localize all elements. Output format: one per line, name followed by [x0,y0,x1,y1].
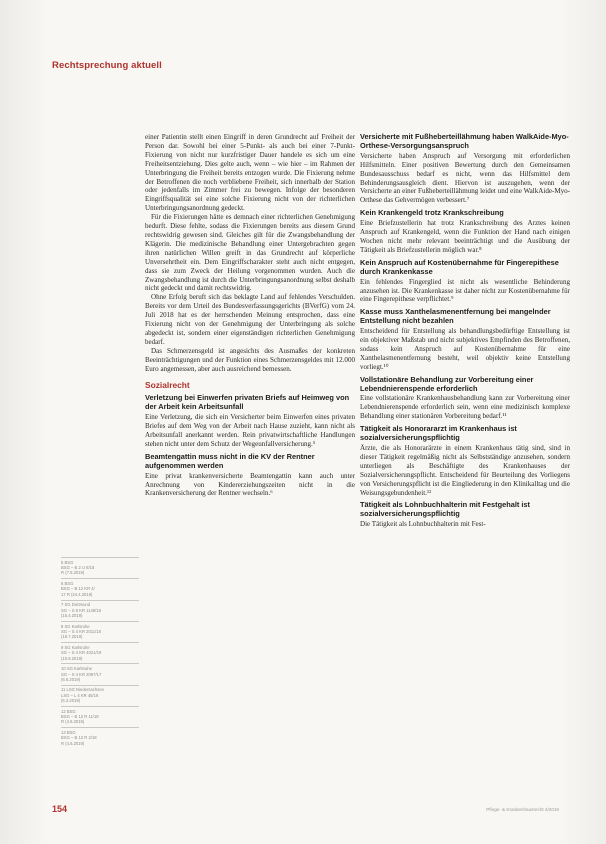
footnotes [61,557,139,749]
article-heading: Tätigkeit als Lohnbuchhalterin mit Festgehalt ist sozialversicherungspflichtig [360,500,531,519]
footnote: 13 BSG BSG – B 12 R 2/18 R (4.6.2019) [61,727,139,746]
article-text: Eine Verletzung, die sich ein Versicherter beim Einwerfen eines privaten Briefes auf dem Weg von der Arbeit nach Hause zuzieht, kann nicht als Arbeitsunfall anerkannt werden. Rein privatwirtschaftliche Handlungen stehen nicht unter dem Schutz der Wegeunfallversicherung.⁵ [145,413,355,448]
article-heading: Kein Krankengeld trotz Krankschreibung [360,208,504,218]
footnote: 12 BSG BSG – B 12 R 11/18 R (4.6.2019) [61,706,139,725]
article-text: Eine privat krankenversicherte Beamtengattin kann auch unter Anrechnung von Kindererziehungszeiten nicht in die Krankenversicherung der Rentner wechseln.⁶ [145,471,355,498]
article-text: Die Tätigkeit als Lohnbuchhalterin mit Fest- [360,520,486,529]
article-heading: Kasse muss Xanthelasmenentfernung bei mangelnder Entstellung nicht bezahlen [360,307,551,326]
page-number: 154 [52,804,68,814]
paragraph: Ohne Erfolg beruft sich das beklagte Land auf fehlendes Verschulden. Bereits vor dem Urteil des Bundesverfassungsgerichts (BVerfG) vom 24. Juli 2018 hat es der herrschenden Meinung entsprochen, dass eine Fixierung nicht von der Genehmigung der Unterbringung als solche abgedeckt ist, sondern einer eigenständigen richterlichen Genehmigung bedarf. [145,293,355,346]
footnote: 7 SG Dortmund SG – S 8 KR 1149/18 (15.4.2019) [61,600,139,619]
footnote: 8 SG Karlsruhe SG – S 4 KR 2011/18 (18.7.2019) [61,621,139,640]
footnote: 10 SG Karlsruhe SG – S 4 KR 2097/17 (6.6.2019) [61,663,139,682]
footnote: 11 LSG Niedersachsen LSG – L 4 KR 45/16 (5.3.2019) [61,685,139,704]
journal-source: Pflege- & Krankenhausrecht 4/2019 [486,807,559,812]
article-text: Eine vollstationäre Krankenhausbehandlung kann zur Vorbereitung einer Lebendnierenspende erforderlich sein, wenn eine medizinisch komplexe Behandlung einer stationären Vorbereitung bedarf.¹¹ [360,394,570,421]
left-column [145,133,355,498]
article-heading: Kein Anspruch auf Kostenübernahme für Fingerepithese durch Krankenkasse [360,257,559,276]
article-text: Ärzte, die als Honorarärzte in einem Krankenhaus tätig sind, sind in dieser Tätigkeit regelmäßig nicht als Selbstständige anzusehen, sondern unterliegen als Beschäftigte des Krankenhauses der Sozialversicherungspflicht. Entscheidend für Beurteilung des Vorliegens von Versicherungspflicht ist die Eingliederung in den Klinikalltag und die Weisungsgebundenheit.¹² [360,444,570,497]
paragraph: Für die Fixierungen hätte es demnach einer richterlichen Genehmigung bedurft. Diese fehlte, sodass die Fixierungen bereits aus diesem Grund rechtswidrig gewesen sind. Gleiches gilt für die Zwangsbehandlung der Klägerin. Die medizinische Behandlung einer Untergebrachten gegen ihren natürlichen Willen greift in das Grundrecht auf körperliche Unversehrtheit ein. Dem Eingriffscharakter steht auch nicht entgegen, dass sie zum Zweck der Heilung vorgenommen wurden. Auch die Zwangsbehandlung ist durch die Unterbringungsanordnung selbst deshalb nicht gedeckt und damit rechtswidrig. [145,213,355,293]
article-text: Versicherte haben Anspruch auf Versorgung mit erforderlichen Hilfsmitteln. Einer positiven Bewertung durch den Gemeinsamen Bundesausschuss bedarf es nicht, wenn das Hilfsmittel dem Behinderungsausgleich dient. Hiervon ist auszugehen, wenn der Versicherte an einer Fußheberteillähmung leidet und eine WalkAide-Myo-Orthese das Gehvermögen verbessert.⁷ [360,151,570,205]
article-text: Eine Briefzustellerin hat trotz Krankschreibung des Arztes keinen Anspruch auf Krankengeld, wenn die Funktion der Hand nach einigen Wochen nicht mehr relevant beeinträchtigt und die Ausübung der Tätigkeit als Briefzustellerin möglich war.⁸ [360,219,570,254]
article-heading: Tätigkeit als Honorararzt im Krankenhaus ist sozialversicherungspflichtig [360,424,517,443]
article-text: Entscheidend für Entstellung als behandlungsbedürftige Entstellung ist ein objektiver Maßstab und nicht subjektives Empfinden des Betroffenen, sodass kein Anspruch auf Kostenübernahme für eine Xanthelasmenentfernung besteht, weil objektiv keine Entstellung vorliegt.¹⁰ [360,327,570,371]
footnote: 6 BSG BSG – B 12 KR 4/ 17 R (24.4.2019) [61,578,139,597]
section-header: Rechtsprechung aktuell [52,60,162,71]
paragraph: einer Patientin stellt einen Eingriff in deren Grundrecht auf Freiheit der Person dar. Sowohl bei einer 5-Punkt- als auch bei einer 7-Punkt-Fixierung von nicht nur kurzfristiger Dauer handele es sich um eine Freiheitsentziehung. Dies gelte auch, wenn – wie hier – im Rahmen der Unterbringung die Freiheit bereits entzogen wurde. Die Fixierung nehme der Betroffenen die noch verbliebene Freiheit, sich innerhalb der Station oder jedenfalls im Zimmer frei zu bewegen. Infolge der besonderen Eingriffsqualität sei eine solche Fixierung nicht von der richterlichen Unterbringungsanordnung gedeckt. [145,133,355,213]
article-heading: Versicherte mit Fußheberteillähmung haben WalkAide-Myo-Orthese-Versorgungsanspruch [360,132,569,150]
article-heading: Verletzung bei Einwerfen privaten Briefs auf Heimweg von der Arbeit kein Arbeitsunfall [145,393,350,412]
paragraph: Das Schmerzensgeld ist angesichts des Ausmaßes der konkreten Beeinträchtigungen und der Funktion eines Schmerzensgeldes mit 12.000 Euro angemessen, aber auch ausreichend bemessen. [145,346,355,373]
footnote: 5 BSG BSG – B 2 U 8/18 R (7.5.2019) [61,557,139,576]
article-heading: Beamtengattin muss nicht in die KV der Rentner aufgenommen werden [145,451,315,470]
right-column [360,133,570,529]
section-title: Sozialrecht [145,380,190,391]
footnote: 9 SG Karlsruhe SG – S 4 KR 4021/19 (10.6.2019) [61,642,139,661]
article-heading: Vollstationäre Behandlung zur Vorbereitung einer Lebendnierenspende erforderlich [360,374,534,393]
article-text: Ein fehlendes Fingerglied ist nicht als wesentliche Behinderung anzusehen ist. Die Krankenkasse ist daher nicht zur Kostenübernahme für eine Fingerepithese verpflichtet.⁹ [360,277,570,304]
